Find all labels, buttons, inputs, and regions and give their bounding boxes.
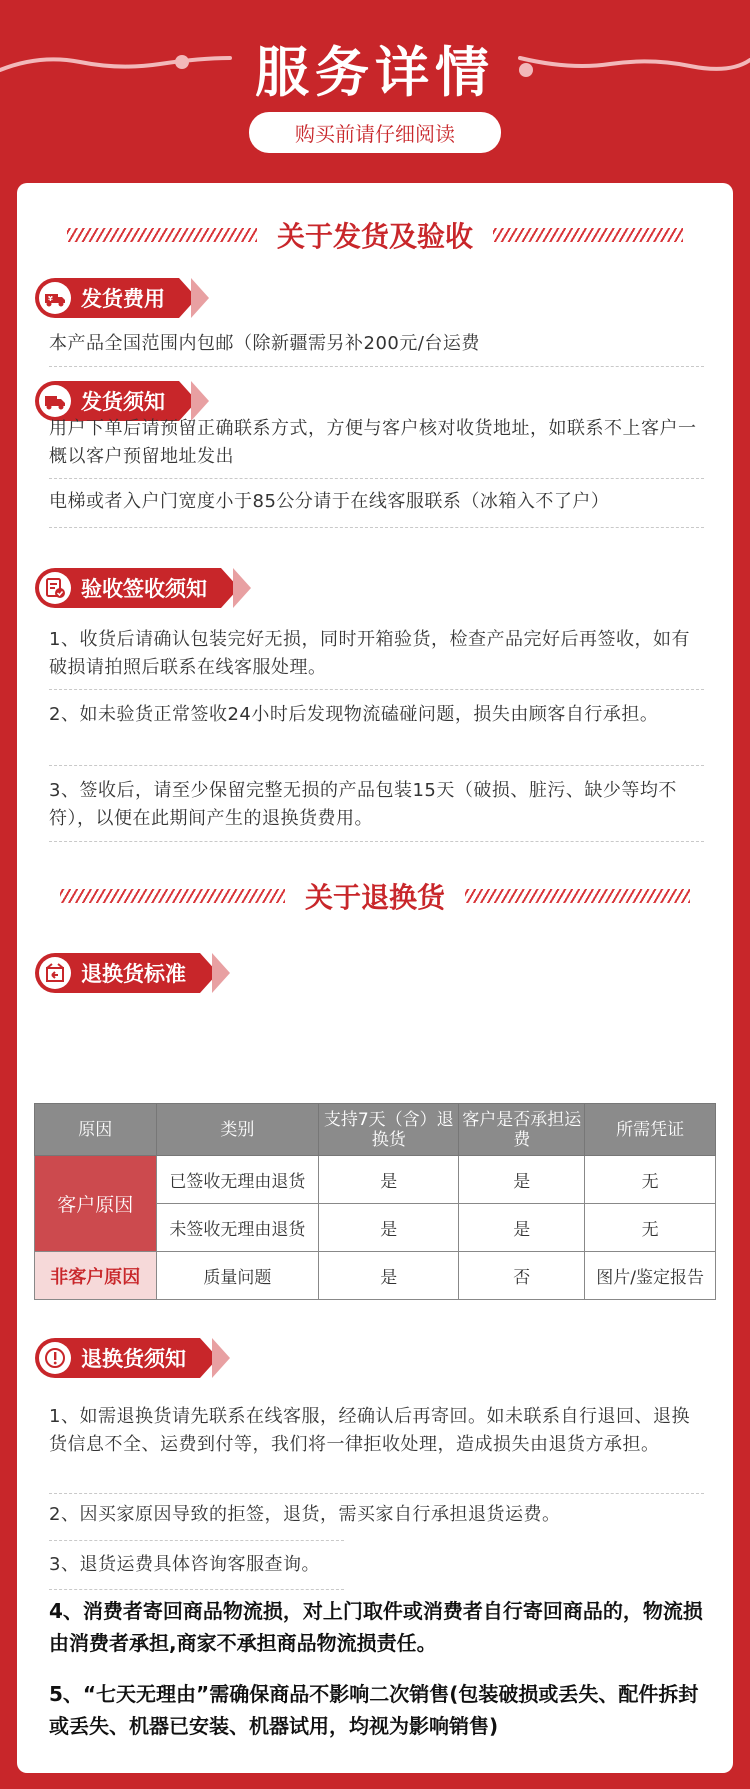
delivery-truck-icon <box>39 385 71 417</box>
header <box>0 0 750 180</box>
money-truck-icon <box>39 282 71 314</box>
table-cell: 无 <box>585 1156 716 1204</box>
table-row <box>35 1156 716 1204</box>
tag-label: 退换货标准 <box>81 962 186 986</box>
table-cell: 是 <box>459 1156 585 1204</box>
divider <box>49 527 704 528</box>
divider <box>49 765 704 766</box>
divider <box>49 1589 344 1590</box>
table-header: 客户是否承担运费 <box>459 1104 585 1156</box>
tag-label: 退换货须知 <box>81 1347 186 1371</box>
return-notice-item: 4、消费者寄回商品物流损，对上门取件或消费者自行寄回商品的，物流损由消费者承担,商家不承担商品物流损责任。 <box>49 1599 703 1655</box>
sign-check-icon <box>39 572 71 604</box>
shipping-notice-item: 电梯或者入户门宽度小于85公分请于在线客服联系（冰箱入不了户） <box>49 491 610 512</box>
section-title-returns <box>17 876 733 916</box>
return-box-icon <box>39 957 71 989</box>
table-row <box>35 1252 716 1300</box>
table-cell: 未签收无理由退货 <box>156 1204 319 1252</box>
page-title: 服务详情 <box>255 41 495 104</box>
tag-return-notice <box>35 1338 230 1378</box>
table-cell: 是 <box>319 1156 459 1204</box>
table-cell: 图片/鉴定报告 <box>585 1252 716 1300</box>
table-header: 所需凭证 <box>585 1104 716 1156</box>
table-header: 类别 <box>156 1104 319 1156</box>
divider <box>49 841 704 842</box>
stripes-decoration <box>67 228 257 242</box>
shipping-notice-item: 用户下单后请预留正确联系方式，方便与客户核对收货地址，如联系不上客户一概以客户预留地址发出 <box>49 418 697 467</box>
section-title-text: 关于发货及验收 <box>276 220 473 253</box>
tag-inspection-notice <box>35 568 251 608</box>
inspection-item: 2、如未验货正常签收24小时后发现物流磕碰问题，损失由顾客自行承担。 <box>49 704 659 725</box>
stripes-decoration <box>465 889 690 903</box>
tag-label: 发货须知 <box>81 390 165 414</box>
inspection-item: 1、收货后请确认包装完好无损，同时开箱验货，检查产品完好后再签收，如有破损请拍照后联系在线客服处理。 <box>49 629 690 678</box>
section-title-shipping <box>17 215 733 255</box>
table-cell: 是 <box>319 1204 459 1252</box>
table-header: 支持7天（含）退换货 <box>319 1104 459 1156</box>
divider <box>49 1493 704 1494</box>
table-cell: 已签收无理由退货 <box>156 1156 319 1204</box>
table-header: 原因 <box>35 1104 157 1156</box>
divider <box>49 689 704 690</box>
service-card <box>17 183 733 1773</box>
divider <box>49 478 704 479</box>
table-cell: 是 <box>459 1204 585 1252</box>
table-cell: 质量问题 <box>156 1252 319 1300</box>
return-notice-item: 2、因买家原因导致的拒签，退货，需买家自行承担退货运费。 <box>49 1504 561 1525</box>
tag-shipping-fee <box>35 278 209 318</box>
tag-return-standard <box>35 953 230 993</box>
return-standard-table <box>34 1103 716 1300</box>
warning-icon <box>39 1342 71 1374</box>
divider <box>49 366 704 367</box>
inspection-item: 3、签收后，请至少保留完整无损的产品包装15天（破损、脏污、缺少等均不符），以便在此期间产生的退换货费用。 <box>49 780 677 829</box>
return-notice-item: 1、如需退换货请先联系在线客服，经确认后再寄回。如未联系自行退回、退换货信息不全、运费到付等，我们将一律拒收处理，造成损失由退货方承担。 <box>49 1406 690 1455</box>
table-cell: 是 <box>319 1252 459 1300</box>
divider <box>49 1540 344 1541</box>
page-subtitle: 购买前请仔细阅读 <box>249 112 501 153</box>
stripes-decoration <box>60 889 285 903</box>
table-cell: 否 <box>459 1252 585 1300</box>
group-noncustomer-reason: 非客户原因 <box>35 1252 157 1300</box>
tag-label: 发货费用 <box>81 287 165 311</box>
section-title-text: 关于退换货 <box>304 881 445 914</box>
group-customer-reason: 客户原因 <box>35 1156 157 1252</box>
shipping-fee-text: 本产品全国范围内包邮（除新疆需另补200元/台运费 <box>49 333 480 354</box>
return-notice-item: 5、“七天无理由”需确保商品不影响二次销售(包装破损或丢失、配件拆封或丢失、机器已安装、机器试用，均视为影响销售) <box>49 1682 699 1738</box>
return-notice-item: 3、退货运费具体咨询客服查询。 <box>49 1554 320 1575</box>
tag-label: 验收签收须知 <box>81 577 207 601</box>
table-cell: 无 <box>585 1204 716 1252</box>
table-header-row <box>35 1104 716 1156</box>
stripes-decoration <box>493 228 683 242</box>
svg-text:¥: ¥ <box>48 295 53 303</box>
